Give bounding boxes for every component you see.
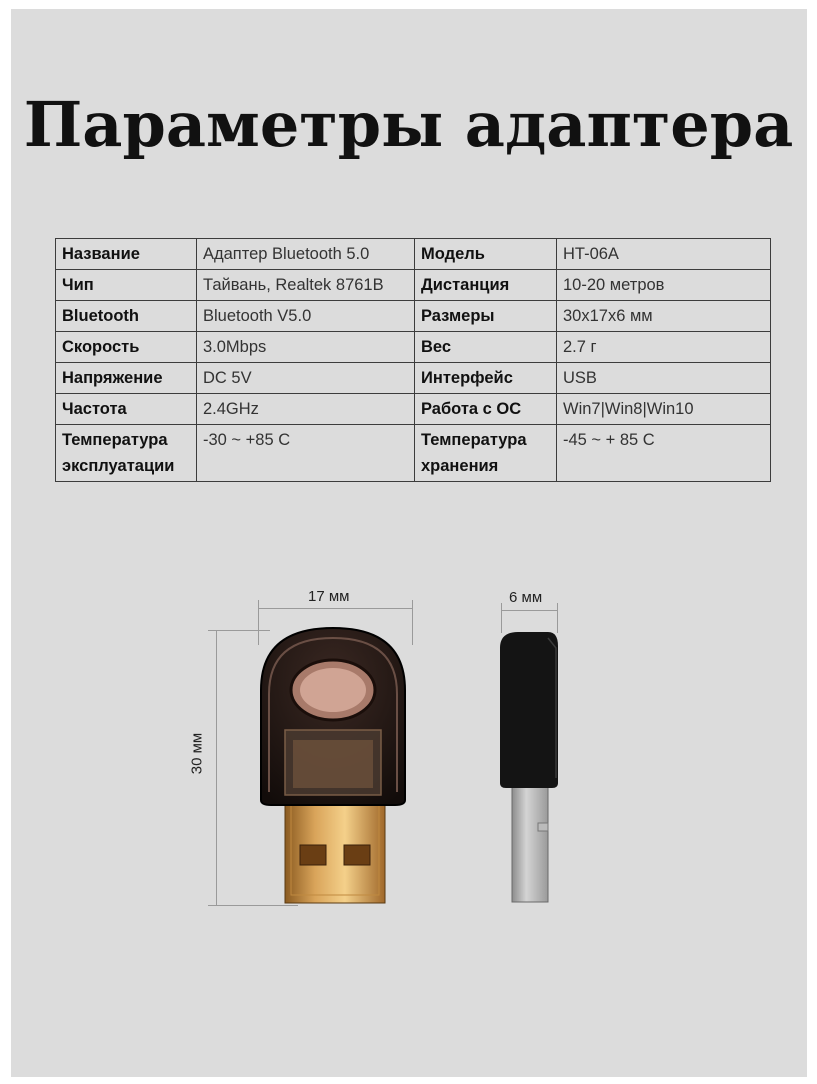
adapter-side-image [498,628,562,908]
spec-value: Win7|Win8|Win10 [557,394,771,425]
spec-value: Тайвань, Realtek 8761B [197,270,415,301]
spec-label: Скорость [56,332,197,363]
specs-table [55,238,771,482]
spec-row [56,394,771,425]
thickness-label: 6 мм [509,589,543,606]
spec-value: 2.7 г [557,332,771,363]
thickness-dimension-line [501,610,558,611]
spec-label: Дистанция [415,270,557,301]
spec-value: -30 ~ +85 C [197,425,415,482]
height-dimension-line [216,630,217,906]
spec-value: HT-06A [557,239,771,270]
spec-label: Модель [415,239,557,270]
spec-row [56,332,771,363]
spec-value: 30x17x6 мм [557,301,771,332]
spec-value: Bluetooth V5.0 [197,301,415,332]
spec-label: Температура эксплуатации [56,425,197,482]
spec-row [56,363,771,394]
width-dimension-line [258,608,413,609]
spec-value: 2.4GHz [197,394,415,425]
spec-value: 3.0Mbps [197,332,415,363]
spec-value: DC 5V [197,363,415,394]
spec-label: Частота [56,394,197,425]
spec-row [56,425,771,482]
spec-value: USB [557,363,771,394]
height-label: 30 мм [188,732,206,775]
spec-label: Напряжение [56,363,197,394]
spec-value: Адаптер Bluetooth 5.0 [197,239,415,270]
spec-label: Название [56,239,197,270]
spec-label: Размеры [415,301,557,332]
spec-label: Интерфейс [415,363,557,394]
spec-label: Вес [415,332,557,363]
spec-value: 10-20 метров [557,270,771,301]
spec-label: Работа с ОС [415,394,557,425]
background-card [11,9,807,1077]
spec-row [56,301,771,332]
spec-label: Чип [56,270,197,301]
width-label: 17 мм [308,588,350,605]
spec-label: Температура хранения [415,425,557,482]
spec-row [56,239,771,270]
spec-value: -45 ~ + 85 C [557,425,771,482]
adapter-front-image [255,620,415,910]
spec-label: Bluetooth [56,301,197,332]
spec-row [56,270,771,301]
page-title: Параметры адаптера [23,88,794,161]
